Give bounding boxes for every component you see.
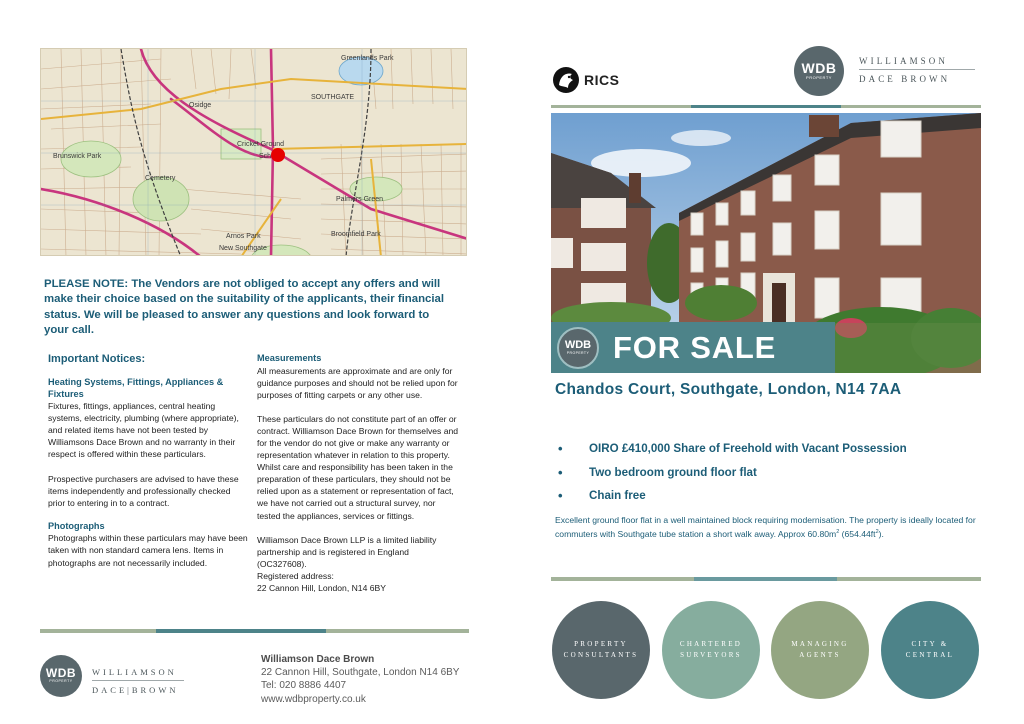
llp-text: Williamson Dace Brown LLP is a limited liability partnership and is registered in England (OC327608). bbox=[257, 534, 437, 569]
bullet-icon: • bbox=[558, 441, 563, 457]
map-label-brunswick: Brunswick Park bbox=[53, 153, 102, 160]
property-marker-icon bbox=[271, 148, 285, 162]
service-city-central[interactable]: CITY & CENTRAL bbox=[881, 601, 979, 699]
map-label-arnos-park: Arnos Park bbox=[226, 233, 261, 240]
feature-item bbox=[558, 461, 978, 485]
photographs-text: Photographs within these particulars may have been taken with non standard camera lens. Items in photographs are not necessarily included. bbox=[48, 533, 248, 568]
for-sale-banner bbox=[551, 322, 835, 373]
footer-logo-wordmark: WILLIAMSON DACE|BROWN bbox=[92, 666, 184, 696]
header-logo-wordmark: WILLIAMSON DACE BROWN bbox=[859, 55, 975, 85]
map-label-southgate: SOUTHGATE bbox=[311, 94, 355, 101]
bullet-icon: • bbox=[558, 488, 563, 504]
bullet-icon: • bbox=[558, 464, 563, 480]
map-label-palmers-green: Palmers Green bbox=[336, 196, 384, 203]
map-label-osidge: Osidge bbox=[189, 102, 212, 109]
disclaimer-text: These particulars do not constitute part of an offer or contract. Williamson Dace Brown for themselves and for the vendor do not give or make any warranty or representation whatever in relation to this property. Whilst care and responsibility has been taken in the preparation of these particulars, they should not be relied upon as a statement or representation of fact, we have not carried out a structural survey, nor tested the appliances, services or fittings. bbox=[257, 413, 459, 521]
property-address: Chandos Court, Southgate, London, N14 7AA bbox=[555, 381, 902, 398]
service-managing-agents[interactable]: MANAGING AGENTS bbox=[771, 601, 869, 699]
measurements-text: All measurements are approximate and are only for guidance purposes and should not be relied upon for purposes of fitting carpets or any other use. bbox=[257, 365, 458, 400]
feature-item bbox=[558, 437, 978, 461]
service-property-consultants[interactable]: PROPERTY CONSULTANTS bbox=[552, 601, 650, 699]
heating-heading: Heating Systems, Fittings, Appliances & Fixtures bbox=[48, 377, 224, 399]
contact-address: 22 Cannon Hill, Southgate, London N14 6BY bbox=[261, 667, 460, 679]
heating-text: Fixtures, fittings, appliances, central heating systems, electricity, plumbing (where appropriate), and related items have not been tested by Williamsons Dace Brown and no warranty in their respect is offered within these particulars. bbox=[48, 401, 239, 460]
map-label-school: Sch bbox=[259, 153, 272, 160]
important-notices-heading: Important Notices: bbox=[48, 353, 146, 365]
banner-logo-badge: WDB PROPERTY bbox=[557, 327, 599, 369]
contact-name: Williamson Dace Brown bbox=[261, 654, 375, 665]
service-chartered-surveyors[interactable]: CHARTERED SURVEYORS bbox=[662, 601, 760, 699]
important-notices-column bbox=[48, 353, 248, 569]
feature-price: OIRO £410,000 Share of Freehold with Vacant Possession bbox=[589, 442, 907, 456]
feature-bedrooms: Two bedroom ground floor flat bbox=[589, 465, 757, 479]
left-divider-stripe bbox=[40, 629, 469, 633]
header-divider-stripe bbox=[551, 105, 981, 108]
prospective-text: Prospective purchasers are advised to have these items independently and professionally checked prior to entering in to a contract. bbox=[48, 473, 239, 508]
contact-website[interactable]: www.wdbproperty.co.uk bbox=[261, 693, 366, 705]
feature-chain: Chain free bbox=[589, 489, 646, 503]
registered-address: 22 Cannon Hill, London, N14 6BY bbox=[257, 583, 386, 593]
property-description: Excellent ground floor flat in a well maintained block requiring modernisation. The property is ideally located for commuters with Southgate tube station a short walk away. Approx $60.80m^2$ $(654.44ft^2)$. bbox=[555, 515, 976, 540]
location-map[interactable] bbox=[40, 48, 467, 256]
map-label-cricket: Cricket Ground bbox=[237, 141, 285, 148]
rics-text: RICS bbox=[584, 72, 620, 88]
for-sale-label: FOR SALE bbox=[613, 329, 777, 365]
feature-item bbox=[558, 484, 978, 508]
photographs-heading: Photographs bbox=[48, 520, 105, 531]
map-graphic bbox=[41, 49, 467, 256]
measurements-heading: Measurements bbox=[257, 353, 322, 363]
contact-phone[interactable]: Tel: 020 8886 4407 bbox=[261, 680, 347, 692]
rics-logo bbox=[552, 66, 619, 94]
map-label-new-southgate: New Southgate bbox=[219, 245, 267, 252]
header-logo-badge: WDB PROPERTY bbox=[794, 46, 844, 96]
registered-label: Registered address: bbox=[257, 570, 334, 581]
map-label-broomfield: Broomfield Park bbox=[331, 231, 381, 238]
map-label-cemetery: Cemetery bbox=[145, 175, 176, 182]
right-divider-stripe bbox=[551, 577, 981, 581]
map-label-greenlands: Greenlands Park bbox=[341, 55, 394, 62]
footer-logo-badge: WDB PROPERTY bbox=[40, 655, 82, 697]
please-note-text: PLEASE NOTE: The Vendors are not obliged to accept any offers and will make their choice based on the suitability of the applicants, their financial status. We will be pleased to answer any questions and look forward to your call. bbox=[44, 278, 445, 337]
key-features-list bbox=[558, 437, 978, 508]
measurements-column bbox=[257, 353, 459, 594]
rics-lion-icon bbox=[552, 66, 580, 94]
footer-contact bbox=[261, 653, 459, 706]
